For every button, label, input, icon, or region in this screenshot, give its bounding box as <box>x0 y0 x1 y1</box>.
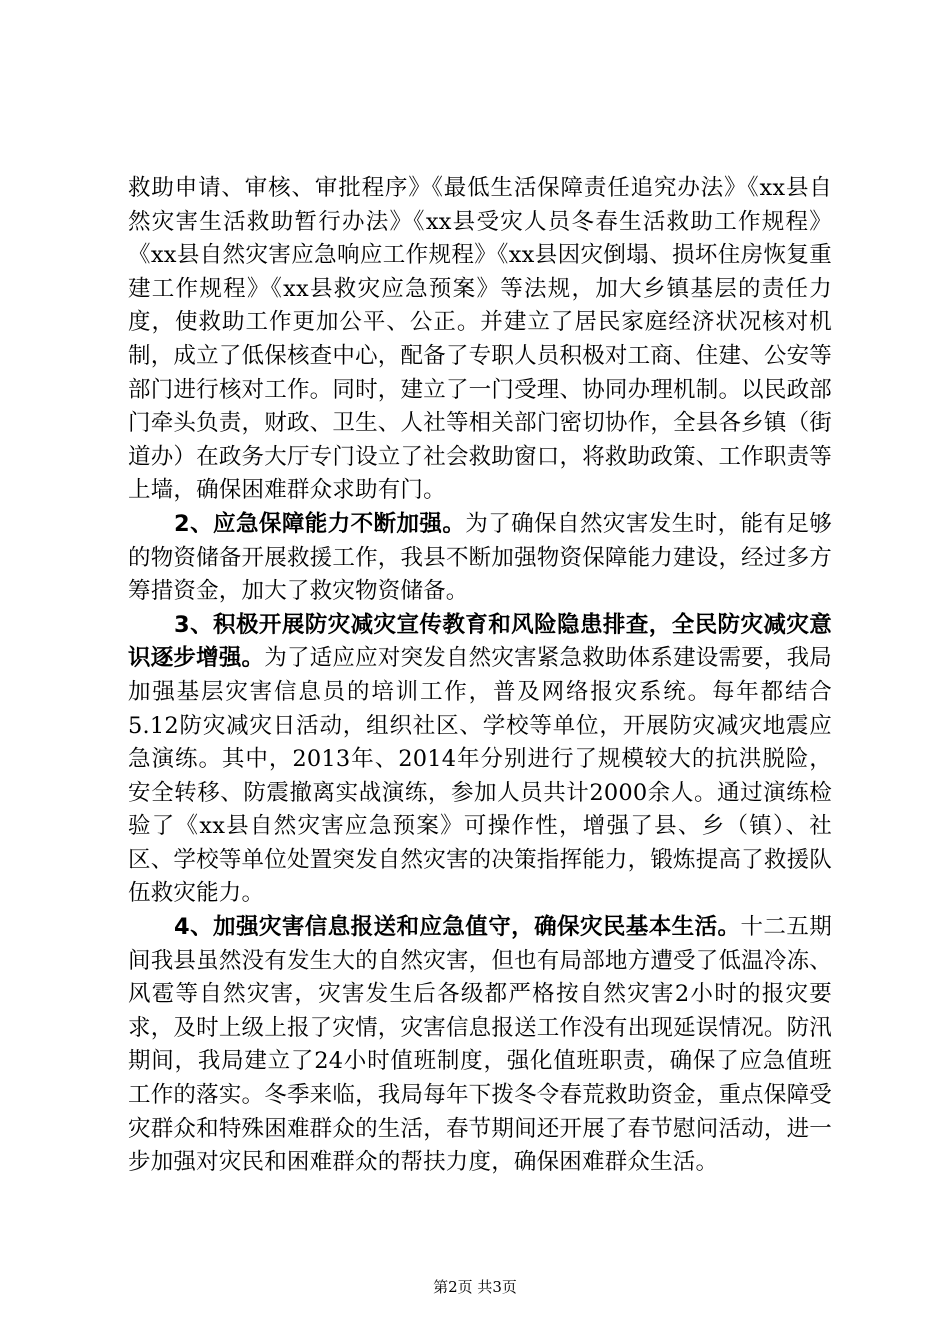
paragraph-3 <box>128 609 832 911</box>
paragraph-4-heading: 4、加强灾害信息报送和应急值守，确保灾民基本生活。 <box>174 914 741 941</box>
paragraph-2-body: 为了确保自然灾害发生时，能有足够的物资储备开展救援工作，我县不断加强物资保障能力建设，经过多方筹措资金，加大了救灾物资储备。 <box>128 510 832 605</box>
paragraph-2-heading: 2、应急保障能力不断加强。 <box>174 510 466 537</box>
paragraph-4 <box>128 911 832 1180</box>
paragraph-4-body: 十二五期间我县虽然没有发生大的自然灾害，但也有局部地方遭受了低温冷冻、风雹等自然灾害，灾害发生后各级都严格按自然灾害2小时的报灾要求，及时上级上报了灾情，灾害信息报送工作没有出现延误情况。防汛期间，我局建立了24小时值班制度，强化值班职责，确保了应急值班工作的落实。冬季来临，我局每年下拨冬令春荒救助资金，重点保障受灾群众和特殊困难群众的生活，春节期间还开展了春节慰问活动，进一步加强对灾民和困难群众的帮扶力度，确保困难群众生活。 <box>128 914 832 1176</box>
paragraph-3-body: 为了适应应对突发自然灾害紧急救助体系建设需要，我局加强基层灾害信息员的培训工作，普及网络报灾系统。每年都结合5.12防灾减灾日活动，组织社区、学校等单位，开展防灾减灾地震应急演练。其中，2013年、2014年分别进行了规模较大的抗洪脱险，安全转移、防震撤离实战演练，参加人员共计2000余人。通过演练检验了《xx县自然灾害应急预案》可操作性，增强了县、乡（镇）、社区、学校等单位处置突发自然灾害的决策指挥能力，锻炼提高了救援队伍救灾能力。 <box>128 645 832 907</box>
document-body <box>128 172 832 1180</box>
paragraph-3-heading: 3、积极开展防灾减灾宣传教育和风险隐患排查，全民防灾减灾意识逐步增强。 <box>128 611 832 672</box>
page-footer: 第2页 共3页 <box>433 1278 517 1296</box>
paragraph-2 <box>128 508 832 609</box>
paragraph-1: 救助申请、审核、审批程序》《最低生活保障责任追究办法》《xx县自然灾害生活救助暂行办法》《xx县受灾人员冬春生活救助工作规程》《xx县自然灾害应急响应工作规程》《xx县因灾倒塌、损坏住房恢复重建工作规程》《xx县救灾应急预案》等法规，加大乡镇基层的责任力度，使救助工作更加公平、公正。并建立了居民家庭经济状况核对机制，成立了低保核查中心，配备了专职人员积极对工商、住建、公安等部门进行核对工作。同时，建立了一门受理、协同办理机制。以民政部门牵头负责，财政、卫生、人社等相关部门密切协作，全县各乡镇（街道办）在政务大厅专门设立了社会救助窗口，将救助政策、工作职责等上墙，确保困难群众求助有门。 <box>128 175 832 504</box>
